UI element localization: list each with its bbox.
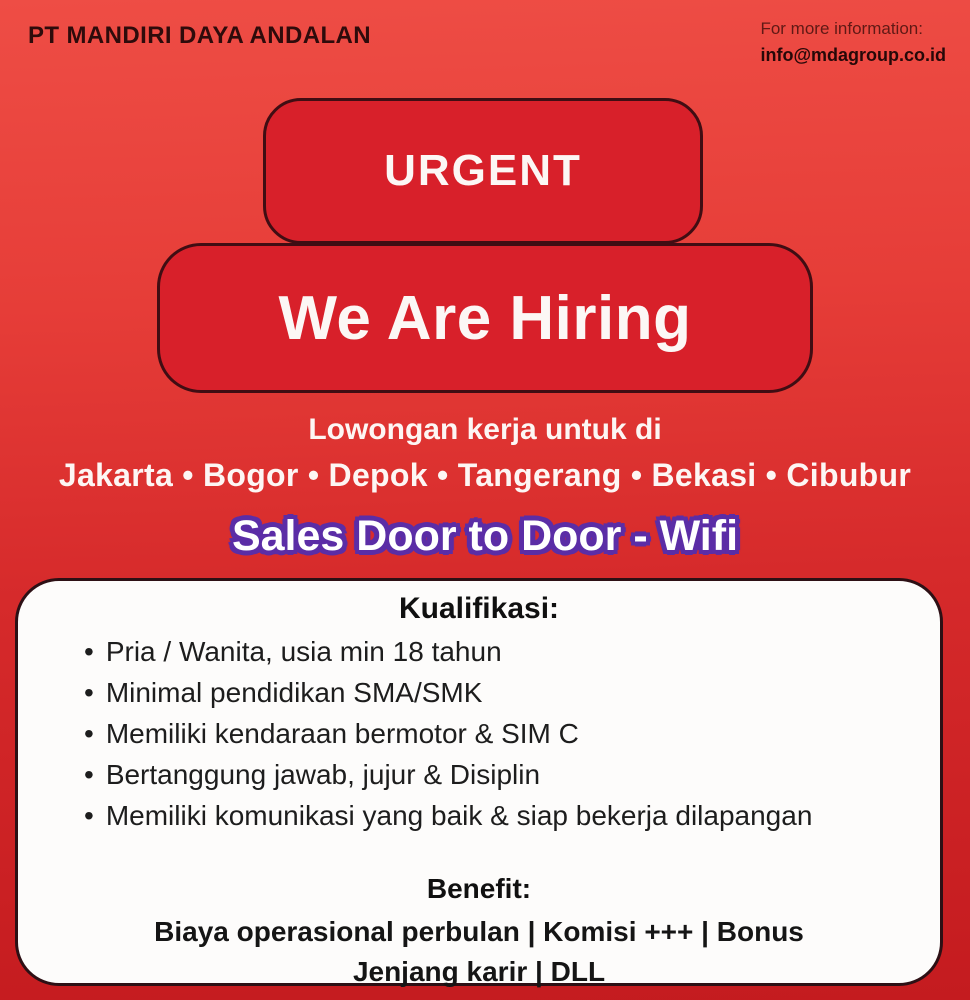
company-name: PT MANDIRI DAYA ANDALAN (28, 22, 371, 49)
contact-info (760, 16, 946, 68)
hiring-subtitle: Lowongan kerja untuk di (308, 413, 662, 446)
qualification-item (84, 631, 940, 672)
qualification-item (84, 672, 940, 713)
benefit-line: Jenjang karir | DLL (352, 956, 606, 987)
qualification-text: Memiliki komunikasi yang baik & siap bekerja dilapangan (105, 800, 813, 831)
qualification-text: Bertanggung jawab, jujur & Disiplin (105, 759, 541, 790)
qualifications-list (18, 631, 940, 836)
bullet-icon: • (84, 677, 94, 708)
bullet-icon: • (84, 636, 94, 667)
benefit-line: Biaya operasional perbulan | Komisi +++ | Bonus (154, 916, 804, 947)
qualifications-card (15, 578, 943, 986)
qualification-text: Memiliki kendaraan bermotor & SIM C (105, 718, 579, 749)
qualification-text: Minimal pendidikan SMA/SMK (105, 677, 483, 708)
qualification-item (84, 795, 940, 836)
hiring-badge (157, 243, 813, 393)
contact-email: info@mdagroup.co.id (760, 45, 946, 65)
header (28, 16, 946, 68)
qualification-item (84, 713, 940, 754)
bullet-icon: • (84, 800, 94, 831)
locations-line: Jakarta • Bogor • Depok • Tangerang • Bekasi • Cibubur (58, 457, 912, 493)
hiring-title: We Are Hiring (278, 283, 692, 353)
urgent-label: URGENT (384, 146, 582, 195)
contact-info-label: For more information: (760, 19, 923, 38)
benefit-heading: Benefit: (426, 873, 532, 904)
bullet-icon: • (84, 718, 94, 749)
benefit-lines (18, 912, 940, 992)
role-title: Sales Door to Door - Wifi (231, 512, 739, 560)
urgent-badge (263, 98, 703, 244)
qualification-item (84, 754, 940, 795)
bullet-icon: • (84, 759, 94, 790)
qualifications-heading: Kualifikasi: (398, 592, 560, 625)
qualification-text: Pria / Wanita, usia min 18 tahun (105, 636, 502, 667)
